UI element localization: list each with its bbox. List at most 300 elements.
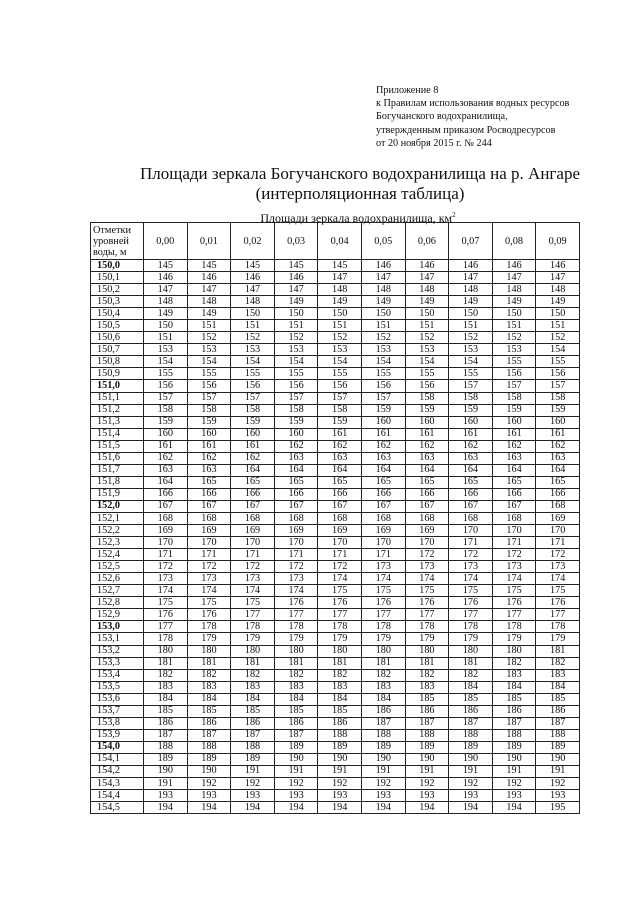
area-cell: 191 [492,765,536,777]
area-cell: 175 [231,597,275,609]
level-cell: 151,6 [91,452,144,464]
area-cell: 192 [274,778,318,790]
area-cell: 194 [318,802,362,814]
area-cell: 178 [405,621,449,633]
table-row [91,693,580,705]
area-cell: 146 [492,260,536,272]
area-cell: 162 [492,440,536,452]
area-cell: 191 [231,765,275,777]
level-cell: 153,8 [91,717,144,729]
table-row [91,452,580,464]
area-cell: 176 [536,597,580,609]
level-cell: 152,0 [91,500,144,512]
area-cell: 150 [405,308,449,320]
area-cell: 160 [187,428,231,440]
level-cell: 152,2 [91,525,144,537]
area-cell: 163 [449,452,493,464]
table-row [91,332,580,344]
area-cell: 177 [449,609,493,621]
area-cell: 148 [144,296,188,308]
area-cell: 193 [187,790,231,802]
area-cell: 165 [449,476,493,488]
level-cell: 153,0 [91,621,144,633]
area-cell: 184 [361,693,405,705]
area-cell: 167 [318,500,362,512]
area-cell: 153 [449,344,493,356]
area-cell: 150 [492,308,536,320]
area-cell: 179 [231,633,275,645]
area-cell: 181 [449,657,493,669]
column-header: 0,08 [492,223,536,260]
area-cell: 177 [231,609,275,621]
area-cell: 162 [449,440,493,452]
level-cell: 154,0 [91,741,144,753]
area-cell: 168 [405,512,449,524]
area-cell: 157 [318,392,362,404]
area-cell: 184 [492,681,536,693]
area-cell: 160 [144,428,188,440]
area-cell: 184 [274,693,318,705]
area-cell: 167 [274,500,318,512]
column-header: 0,04 [318,223,362,260]
area-cell: 187 [274,729,318,741]
area-cell: 186 [274,717,318,729]
area-cell: 163 [492,452,536,464]
area-cell: 151 [318,320,362,332]
area-cell: 164 [449,464,493,476]
area-cell: 151 [144,332,188,344]
area-cell: 160 [449,416,493,428]
appendix-line: от 20 ноября 2015 г. № 244 [376,137,492,149]
area-cell: 166 [361,488,405,500]
column-header: 0,05 [361,223,405,260]
area-cell: 172 [318,561,362,573]
table-caption-text: Площади зеркала водохранилища, км [260,211,453,225]
area-cell: 190 [536,753,580,765]
table-row [91,320,580,332]
area-cell: 168 [274,512,318,524]
area-cell: 163 [187,464,231,476]
area-cell: 148 [449,284,493,296]
area-cell: 193 [492,790,536,802]
area-cell: 148 [536,284,580,296]
area-cell: 164 [492,464,536,476]
area-cell: 191 [318,765,362,777]
area-cell: 181 [405,657,449,669]
area-cell: 175 [318,585,362,597]
area-cell: 178 [187,621,231,633]
area-cell: 166 [231,488,275,500]
area-cell: 188 [449,729,493,741]
area-cell: 194 [492,802,536,814]
area-cell: 164 [536,464,580,476]
area-cell: 181 [318,657,362,669]
area-cell: 156 [187,380,231,392]
area-cell: 182 [405,669,449,681]
table-row [91,681,580,693]
area-cell: 166 [449,488,493,500]
area-cell: 172 [144,561,188,573]
area-cell: 175 [536,585,580,597]
level-cell: 151,3 [91,416,144,428]
area-cell: 173 [492,561,536,573]
area-cell: 194 [187,802,231,814]
area-cell: 165 [361,476,405,488]
area-cell: 154 [318,356,362,368]
area-cell: 157 [231,392,275,404]
title-line: (интерполяционная таблица) [255,184,465,203]
area-cell: 147 [536,272,580,284]
area-cell: 158 [274,404,318,416]
area-cell: 189 [492,741,536,753]
area-cell: 187 [144,729,188,741]
area-cell: 176 [449,597,493,609]
area-cell: 181 [187,657,231,669]
area-cell: 150 [231,308,275,320]
table-row [91,790,580,802]
area-cell: 179 [318,633,362,645]
level-cell: 151,4 [91,428,144,440]
area-cell: 156 [536,368,580,380]
area-cell: 157 [144,392,188,404]
area-cell: 155 [536,356,580,368]
area-cell: 168 [144,512,188,524]
area-cell: 172 [536,549,580,561]
area-cell: 161 [187,440,231,452]
area-cell: 193 [405,790,449,802]
table-row [91,778,580,790]
area-cell: 145 [318,260,362,272]
area-cell: 178 [536,621,580,633]
table-row [91,537,580,549]
area-cell: 182 [449,669,493,681]
area-cell: 161 [231,440,275,452]
area-cell: 175 [449,585,493,597]
area-cell: 192 [449,778,493,790]
area-cell: 171 [361,549,405,561]
area-cell: 147 [449,272,493,284]
area-cell: 180 [361,645,405,657]
area-cell: 183 [187,681,231,693]
area-cell: 184 [318,693,362,705]
table-row [91,344,580,356]
area-cell: 166 [187,488,231,500]
appendix-line: к Правилам использования водных ресурсов [376,98,570,110]
area-cell: 163 [318,452,362,464]
area-cell: 170 [231,537,275,549]
area-cell: 186 [536,705,580,717]
area-cell: 154 [361,356,405,368]
area-cell: 171 [144,549,188,561]
level-cell: 152,8 [91,597,144,609]
table-row [91,741,580,753]
area-cell: 156 [405,380,449,392]
area-cell: 146 [187,272,231,284]
area-cell: 168 [536,500,580,512]
area-cell: 151 [187,320,231,332]
table-row [91,440,580,452]
level-cell: 152,6 [91,573,144,585]
level-cell: 150,0 [91,260,144,272]
area-cell: 154 [187,356,231,368]
area-cell: 174 [361,573,405,585]
level-cell: 153,3 [91,657,144,669]
area-cell: 149 [492,296,536,308]
area-cell: 157 [449,380,493,392]
area-cell: 172 [492,549,536,561]
area-cell: 184 [536,681,580,693]
area-cell: 174 [492,573,536,585]
level-cell: 150,2 [91,284,144,296]
area-cell: 185 [405,693,449,705]
level-cell: 150,1 [91,272,144,284]
level-cell: 151,0 [91,380,144,392]
area-cell: 181 [536,645,580,657]
area-cell: 168 [449,512,493,524]
area-cell: 158 [536,392,580,404]
area-cell: 165 [405,476,449,488]
area-cell: 180 [318,645,362,657]
area-cell: 173 [187,573,231,585]
level-cell: 151,5 [91,440,144,452]
area-cell: 166 [318,488,362,500]
area-cell: 149 [361,296,405,308]
area-cell: 147 [318,272,362,284]
area-cell: 147 [492,272,536,284]
area-cell: 191 [405,765,449,777]
area-cell: 180 [144,645,188,657]
area-cell: 173 [405,561,449,573]
column-header: 0,07 [449,223,493,260]
table-row [91,561,580,573]
area-cell: 181 [144,657,188,669]
area-cell: 145 [231,260,275,272]
area-cell: 147 [187,284,231,296]
area-cell: 188 [405,729,449,741]
area-cell: 192 [187,778,231,790]
column-header: 0,01 [187,223,231,260]
area-cell: 163 [361,452,405,464]
area-cell: 185 [187,705,231,717]
table-row [91,296,580,308]
area-cell: 156 [231,380,275,392]
area-cell: 167 [405,500,449,512]
table-row [91,368,580,380]
area-cell: 189 [536,741,580,753]
area-cell: 182 [361,669,405,681]
area-cell: 188 [187,741,231,753]
area-cell: 194 [231,802,275,814]
area-cell: 174 [318,573,362,585]
area-cell: 182 [144,669,188,681]
area-cell: 146 [536,260,580,272]
area-cell: 154 [536,344,580,356]
area-cell: 189 [449,741,493,753]
area-cell: 160 [536,416,580,428]
area-cell: 152 [187,332,231,344]
level-cell: 150,9 [91,368,144,380]
area-cell: 180 [187,645,231,657]
area-cell: 156 [492,368,536,380]
area-cell: 162 [318,440,362,452]
area-cell: 180 [449,645,493,657]
area-cell: 190 [405,753,449,765]
area-cell: 174 [536,573,580,585]
area-cell: 180 [274,645,318,657]
area-cell: 150 [361,308,405,320]
area-cell: 167 [361,500,405,512]
area-cell: 172 [405,549,449,561]
area-cell: 161 [536,428,580,440]
column-header: 0,06 [405,223,449,260]
area-cell: 161 [144,440,188,452]
area-cell: 180 [231,645,275,657]
area-cell: 173 [144,573,188,585]
area-cell: 164 [144,476,188,488]
area-cell: 183 [144,681,188,693]
area-cell: 189 [318,741,362,753]
area-cell: 158 [405,392,449,404]
table-row [91,308,580,320]
area-cell: 178 [231,621,275,633]
area-cell: 187 [536,717,580,729]
area-cell: 194 [405,802,449,814]
area-cell: 154 [144,356,188,368]
area-cell: 162 [274,440,318,452]
area-cell: 193 [536,790,580,802]
level-cell: 154,2 [91,765,144,777]
area-cell: 168 [361,512,405,524]
area-cell: 171 [187,549,231,561]
level-cell: 153,7 [91,705,144,717]
area-cell: 167 [492,500,536,512]
area-cell: 184 [231,693,275,705]
area-cell: 174 [231,585,275,597]
area-cell: 173 [361,561,405,573]
level-cell: 154,1 [91,753,144,765]
level-cell: 151,9 [91,488,144,500]
area-cell: 165 [274,476,318,488]
area-cell: 153 [144,344,188,356]
title-line: Площади зеркала Богучанского водохранилища на р. Ангаре [140,164,580,183]
area-cell: 179 [274,633,318,645]
area-cell: 167 [187,500,231,512]
area-cell: 153 [274,344,318,356]
area-cell: 178 [318,621,362,633]
area-cell: 193 [449,790,493,802]
table-row [91,597,580,609]
area-cell: 192 [318,778,362,790]
level-cell: 151,7 [91,464,144,476]
table-row [91,392,580,404]
area-cell: 153 [492,344,536,356]
area-cell: 177 [274,609,318,621]
area-cell: 171 [449,537,493,549]
area-cell: 189 [274,741,318,753]
area-cell: 177 [536,609,580,621]
area-cell: 170 [405,537,449,549]
table-row [91,729,580,741]
area-cell: 148 [405,284,449,296]
area-cell: 149 [274,296,318,308]
area-cell: 176 [144,609,188,621]
table-row [91,525,580,537]
area-cell: 155 [231,368,275,380]
area-cell: 169 [536,512,580,524]
area-cell: 156 [361,380,405,392]
area-cell: 168 [231,512,275,524]
area-cell: 181 [361,657,405,669]
area-cell: 165 [231,476,275,488]
area-cell: 170 [492,525,536,537]
appendix-note [376,84,616,150]
area-cell: 147 [144,284,188,296]
area-cell: 181 [231,657,275,669]
area-cell: 159 [449,404,493,416]
area-cell: 185 [231,705,275,717]
level-cell: 150,6 [91,332,144,344]
area-cell: 171 [318,549,362,561]
area-cell: 153 [187,344,231,356]
area-cell: 152 [449,332,493,344]
area-cell: 164 [231,464,275,476]
area-cell: 183 [405,681,449,693]
area-cell: 186 [144,717,188,729]
area-cell: 168 [187,512,231,524]
level-cell: 152,9 [91,609,144,621]
level-cell: 150,7 [91,344,144,356]
area-cell: 179 [536,633,580,645]
area-cell: 148 [318,284,362,296]
area-cell: 159 [405,404,449,416]
area-cell: 186 [318,717,362,729]
level-cell: 150,4 [91,308,144,320]
area-cell: 152 [405,332,449,344]
area-cell: 152 [536,332,580,344]
appendix-line: утвержденным приказом Росводресурсов [376,124,556,136]
area-cell: 192 [536,778,580,790]
table-row [91,753,580,765]
level-cell: 154,4 [91,790,144,802]
area-cell: 169 [405,525,449,537]
area-cell: 163 [144,464,188,476]
area-cell: 190 [144,765,188,777]
area-cell: 185 [318,705,362,717]
area-cell: 152 [361,332,405,344]
level-cell: 154,5 [91,802,144,814]
area-cell: 154 [231,356,275,368]
area-cell: 146 [231,272,275,284]
area-cell: 161 [492,428,536,440]
column-header: 0,03 [274,223,318,260]
area-cell: 173 [536,561,580,573]
area-cell: 148 [361,284,405,296]
area-cell: 186 [405,705,449,717]
area-cell: 148 [231,296,275,308]
table-row [91,260,580,272]
column-header: 0,00 [144,223,188,260]
area-cell: 176 [405,597,449,609]
area-cell: 179 [187,633,231,645]
area-cell: 146 [274,272,318,284]
table-row [91,633,580,645]
area-cell: 193 [231,790,275,802]
area-cell: 193 [361,790,405,802]
area-cell: 151 [536,320,580,332]
area-cell: 187 [405,717,449,729]
area-cell: 194 [144,802,188,814]
area-cell: 188 [318,729,362,741]
